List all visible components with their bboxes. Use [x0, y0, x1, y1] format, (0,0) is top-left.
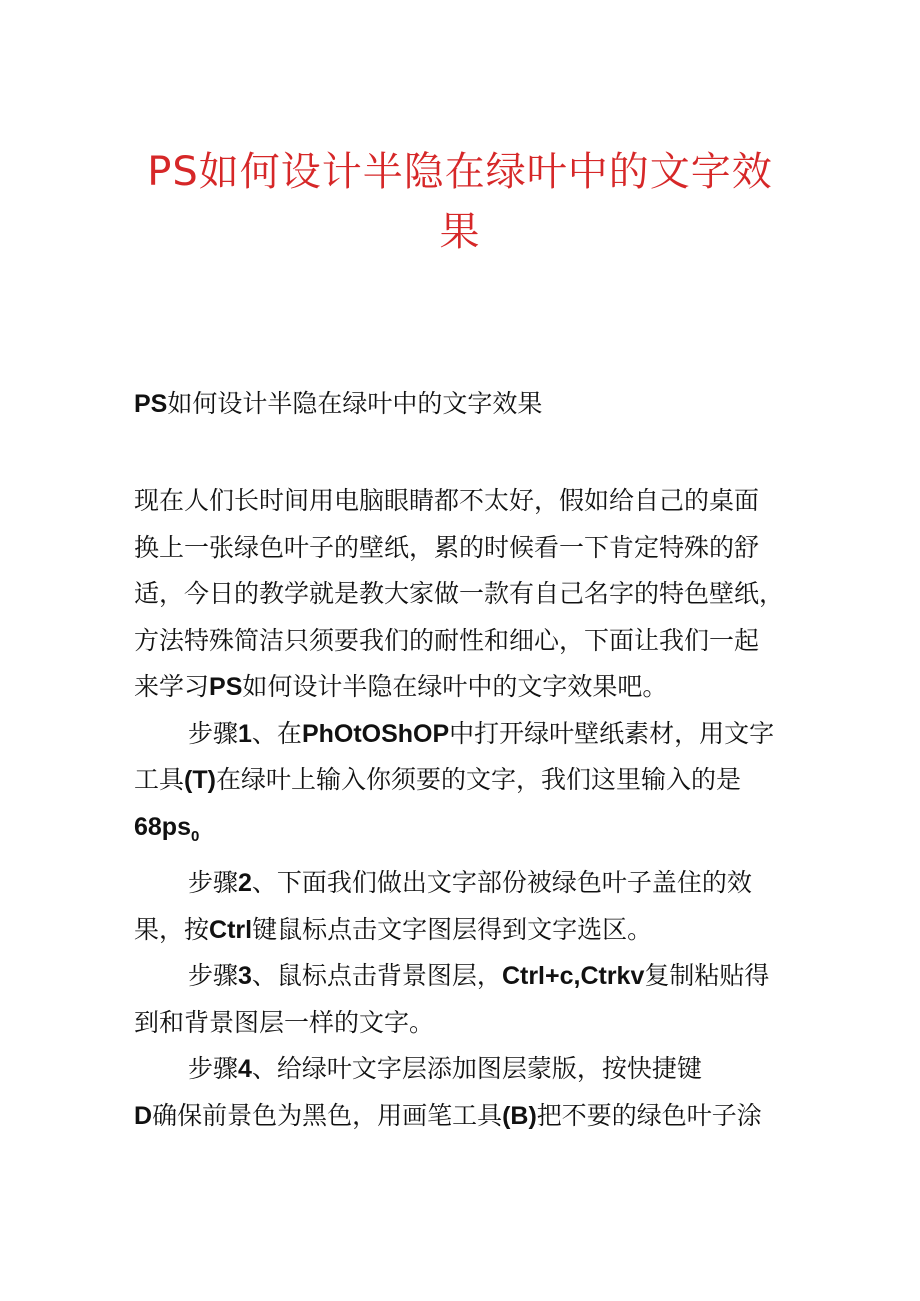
step-label: 步骤 — [188, 718, 239, 748]
intro-line: 适，今日的教学就是教大家做一款有自己名字的特色壁纸， — [134, 579, 785, 608]
document-body — [134, 478, 794, 1139]
step-text: 确保前景色为黑色，用画笔工具 — [152, 1100, 503, 1130]
step-label: 步骤 — [188, 868, 239, 897]
step-label: 步骤 — [188, 1054, 239, 1083]
step-shortcut: (B) — [502, 1101, 537, 1130]
step-number: 3 — [238, 962, 252, 990]
step-text: 、鼠标点击背景图层， — [251, 961, 502, 990]
step-text: 、下面我们做出文字部份被绿色叶子盖住的效 — [251, 868, 752, 897]
step-line — [134, 757, 794, 804]
step-line — [134, 1093, 794, 1140]
step-line — [134, 953, 794, 1000]
subtitle-text: 如何设计半隐在绿叶中的文字效果 — [167, 389, 543, 418]
step-number: 2 — [238, 869, 252, 897]
document-subtitle — [134, 386, 794, 422]
step-text: 中打开绿叶壁纸素材，用文字 — [449, 718, 775, 748]
step-line — [134, 1000, 794, 1047]
step-line — [134, 907, 794, 954]
step-line — [134, 860, 794, 907]
intro-ps: PS — [209, 673, 243, 701]
step-text: 到和背景图层一样的文字。 — [134, 1007, 435, 1037]
intro-line: 方法特殊简洁只须要我们的耐性和细心，下面让我们一起 — [134, 625, 760, 655]
step-line — [134, 804, 794, 861]
step-subscript: 0 — [190, 827, 200, 845]
step-text: 工具 — [134, 765, 185, 794]
intro-line: 换上一张绿色叶子的壁纸，累的时候看一下肯定特殊的舒 — [134, 532, 760, 562]
step-1-paragraph — [134, 711, 794, 861]
step-text: 、给绿叶文字层添加图层蒙版，按快捷键 — [251, 1054, 702, 1083]
step-shortcut: Ctrl+c,Ctrkv — [501, 962, 645, 990]
step-3-paragraph — [134, 953, 794, 1046]
step-text: 把不要的绿色叶子涂 — [536, 1100, 762, 1130]
step-app-name: PhOtOShOP — [301, 719, 450, 748]
step-shortcut: Ctrl — [209, 915, 253, 944]
document-title: PS如何设计半隐在绿叶中的文字效果 — [147, 149, 773, 255]
step-label: 步骤 — [188, 961, 239, 990]
step-shortcut: (T) — [184, 766, 216, 794]
step-text: 在绿叶上输入你须要的文字，我们这里输入的是 — [215, 765, 741, 794]
intro-text: 如何设计半隐在绿叶中的文字效果吧。 — [242, 672, 668, 701]
intro-line — [134, 664, 794, 711]
step-number: 1 — [238, 719, 252, 748]
intro-line: 现在人们长时间用电脑眼睛都不太好，假如给自己的桌面 — [134, 486, 760, 515]
step-4-paragraph — [134, 1046, 794, 1139]
step-text: 复制粘贴得 — [644, 961, 770, 990]
step-2-paragraph — [134, 860, 794, 953]
intro-paragraph — [134, 478, 794, 711]
subtitle-ps: PS — [134, 390, 168, 418]
step-text: 、在 — [251, 718, 302, 748]
step-text: 果，按 — [134, 914, 210, 944]
step-line — [134, 711, 794, 758]
step-sample-text: 68ps — [134, 812, 191, 841]
step-text: 键鼠标点击文字图层得到文字选区。 — [252, 914, 653, 944]
step-line — [134, 1046, 794, 1093]
step-shortcut: D — [134, 1101, 153, 1130]
step-number: 4 — [238, 1055, 252, 1083]
intro-text: 来学习 — [134, 672, 210, 701]
